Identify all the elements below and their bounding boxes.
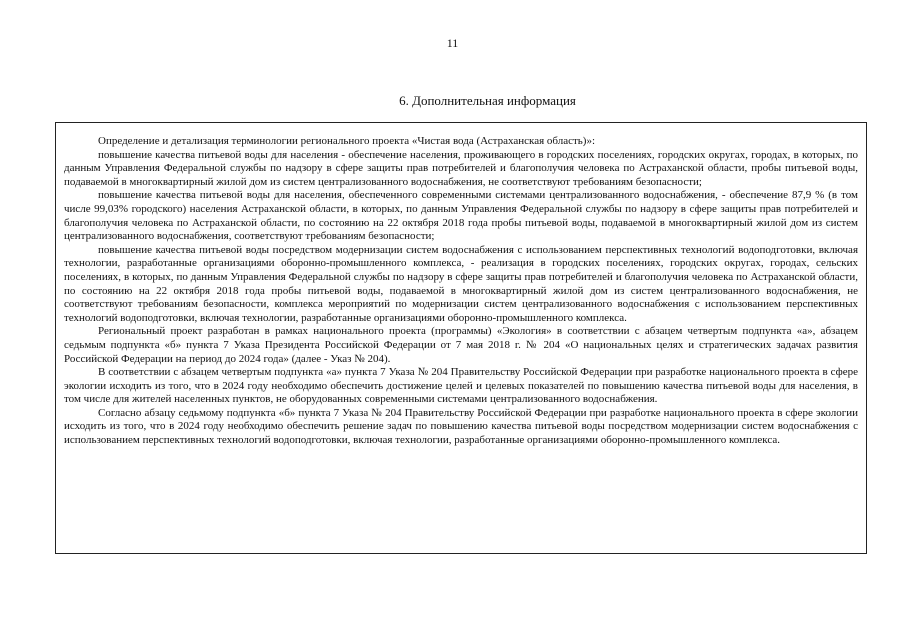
definition-centralized-supply: повышение качества питьевой воды для населения, обеспеченного современными системами централизованного водоснабжения, - обеспечение 87,9 % (в том числе 99,03% городского) населения Астраханской области, в которых, по данным Управления Федеральной службы по надзору в сфере защиты прав потребителей и благополучия человека по Астраханской области, по состоянию на 22 октября 2018 года пробы питьевой воды, подаваемой в многоквартирный жилой дом из систем централизованного водоснабжения, соответствуют требованиям безопасности; bbox=[64, 189, 858, 243]
additional-info-box bbox=[55, 122, 867, 554]
national-project-basis: Региональный проект разработан в рамках национального проекта (программы) «Экология» в соответствии с абзацем четвертым подпункта «а», абзацем седьмым подпункта «б» пункта 7 Указа Президента Российской Федерации от 7 мая 2018 г. № 204 «О национальных целях и стратегических задачах развития Российской Федерации на период до 2024 года» (далее - Указ № 204). bbox=[64, 325, 858, 365]
definition-water-quality: повышение качества питьевой воды для населения - обеспечение населения, проживающего в городских поселениях, городских округах, городах, в которых, по данным Управления Федеральной службы по надзору в сфере защиты прав потребителей и благополучия человека по Астраханской области, пробы питьевой воды, подаваемой в многоквартирный жилой дом из систем централизованного водоснабжения, не соответствуют требованиям безопасности; bbox=[64, 148, 858, 188]
decree-subparagraph-a: В соответствии с абзацем четвертым подпункта «а» пункта 7 Указа № 204 Правительству Российской Федерации при разработке национального проекта в сфере экологии исходить из того, что в 2024 году необходимо обеспечить достижение целей и целевых показателей по повышению качества питьевой воды для населения, в том числе для жителей населенных пунктов, не оборудованных современными системами централизованного водоснабжения. bbox=[64, 366, 858, 406]
page-number: 11 bbox=[446, 36, 459, 50]
definition-modernization: повышение качества питьевой воды посредством модернизации систем водоснабжения с использованием перспективных технологий водоподготовки, включая технологии, разработанные организациями оборонно-промышленного комплекса, - реализация в городских поселениях, городских округах, городах, сельских поселениях, в которых, по данным Управления Федеральной службы по надзору в сфере защиты прав потребителей и благополучия человека по Астраханской области, по состоянию на 22 октября 2018 года пробы питьевой воды, подаваемой в многоквартирный жилой дом из систем централизованного водоснабжения, не соответствуют требованиям безопасности, комплекса мероприятий по модернизации систем централизованного водоснабжения с использованием перспективных технологий водоподготовки, включая технологии, разработанные организациями оборонно-промышленного комплекса. bbox=[64, 243, 858, 324]
section-title: 6. Дополнительная информация bbox=[399, 93, 576, 108]
decree-subparagraph-b: Согласно абзацу седьмому подпункта «б» пункта 7 Указа № 204 Правительству Российской Федерации при разработке национального проекта в сфере экологии исходить из того, что в 2024 году необходимо обеспечить решение задач по повышению качества питьевой воды посредством модернизации систем водоснабжения с использованием перспективных технологий водоподготовки, включая технологии, разработанные организациями оборонно-промышленного комплекса. bbox=[64, 406, 858, 447]
terminology-intro: Определение и детализация терминологии регионального проекта «Чистая вода (Астраханская область)»: bbox=[98, 135, 596, 147]
